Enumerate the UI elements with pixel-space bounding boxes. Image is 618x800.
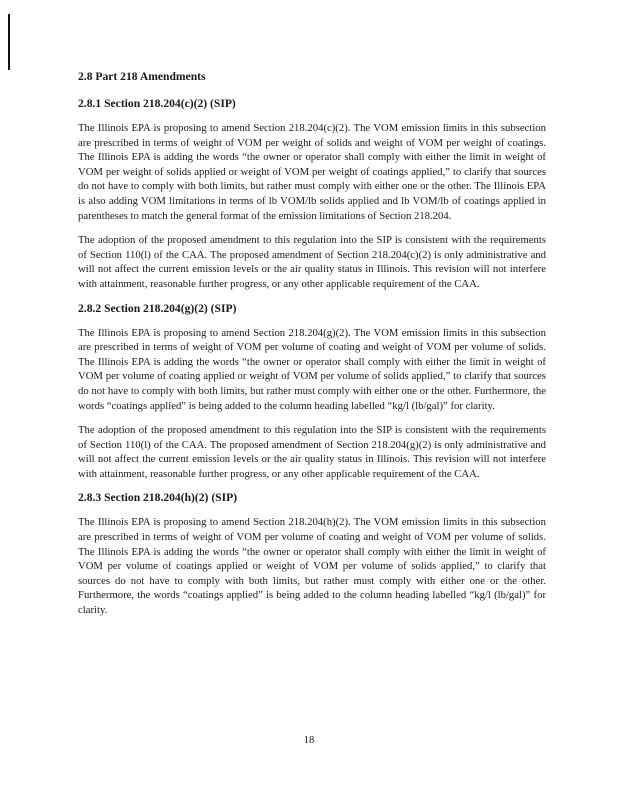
section-heading: 2.8.3 Section 218.204(h)(2) (SIP) xyxy=(78,491,238,505)
section-heading: 2.8.2 Section 218.204(g)(2) (SIP) xyxy=(78,301,237,315)
section-2-8-1 xyxy=(78,97,546,292)
paragraph: The adoption of the proposed amendment to this regulation into the SIP is consistent with the requirements of Section 110(l) of the CAA. The proposed amendment of Section 218.204(g)(2) is only administrative and will not affect the current emission levels or the air quality status in Illinois. This revision will not interfere with attainment, reasonable further progress, or any other applicable requirement of the CAA. xyxy=(78,424,546,480)
document-body xyxy=(78,70,546,628)
section-heading: 2.8.1 Section 218.204(c)(2) (SIP) xyxy=(78,97,236,110)
section-2-8-2 xyxy=(78,302,546,482)
paragraph: The adoption of the proposed amendment to this regulation into the SIP is consistent with the requirements of Section 110(l) of the CAA. The proposed amendment of Section 218.204(c)(2) is only administrative and will not affect the current emission levels or the air quality status in Illinois. This revision will not interfere with attainment, reasonable further progress, or any other applicable requirement of the CAA. xyxy=(78,234,546,290)
main-heading: 2.8 Part 218 Amendments xyxy=(78,70,206,83)
page-number: 18 xyxy=(303,735,315,746)
scan-edge-mark xyxy=(8,14,10,70)
paragraph: The Illinois EPA is proposing to amend Section 218.204(c)(2). The VOM emission limits in this subsection are prescribed in terms of weight of VOM per weight of solids and weight of VOM per weight of coatings. The Illinois EPA is adding the words “the owner or operator shall comply with either the limit in weight of VOM per weight of solids applied or weight of VOM per weight of coatings applied,” to clarify that sources do not have to comply with both limits, but rather must comply with either one or the other. The Illinois EPA is also adding VOM limitations in terms of lb VOM/lb solids applied and lb VOM/lb of coatings applied in parentheses to match the general format of the emission limitations of Section 218.204. xyxy=(78,122,546,222)
section-2-8-3 xyxy=(78,491,546,617)
paragraph: The Illinois EPA is proposing to amend Section 218.204(g)(2). The VOM emission limits in this subsection are prescribed in terms of weight of VOM per volume of coating and weight of VOM per volume of solids. The Illinois EPA is adding the words “the owner or operator shall comply with either the limit in weight of VOM per volume of coating applied or weight of VOM per volume of solids applied,” to clarify that sources do not have to comply with both limits, but rather must comply with either one or the other. Furthermore, the words “coatings applied” is being added to the column heading labelled “kg/l (lb/gal)” for clarity. xyxy=(78,326,546,412)
paragraph: The Illinois EPA is proposing to amend Section 218.204(h)(2). The VOM emission limits in this subsection are prescribed in terms of weight of VOM per volume of coating and weight of VOM per volume of solids. The Illinois EPA is adding the words “the owner or operator shall comply with either the limit in weight of VOM per volume of coatings applied or weight of VOM per volume of solids applied,” to clarify that sources do not have to comply with both limits, but rather must comply with either one or the other. Furthermore, the words “coatings applied” is being added to the column heading labelled “kg/l (lb/gal)” for clarity. xyxy=(78,516,546,617)
